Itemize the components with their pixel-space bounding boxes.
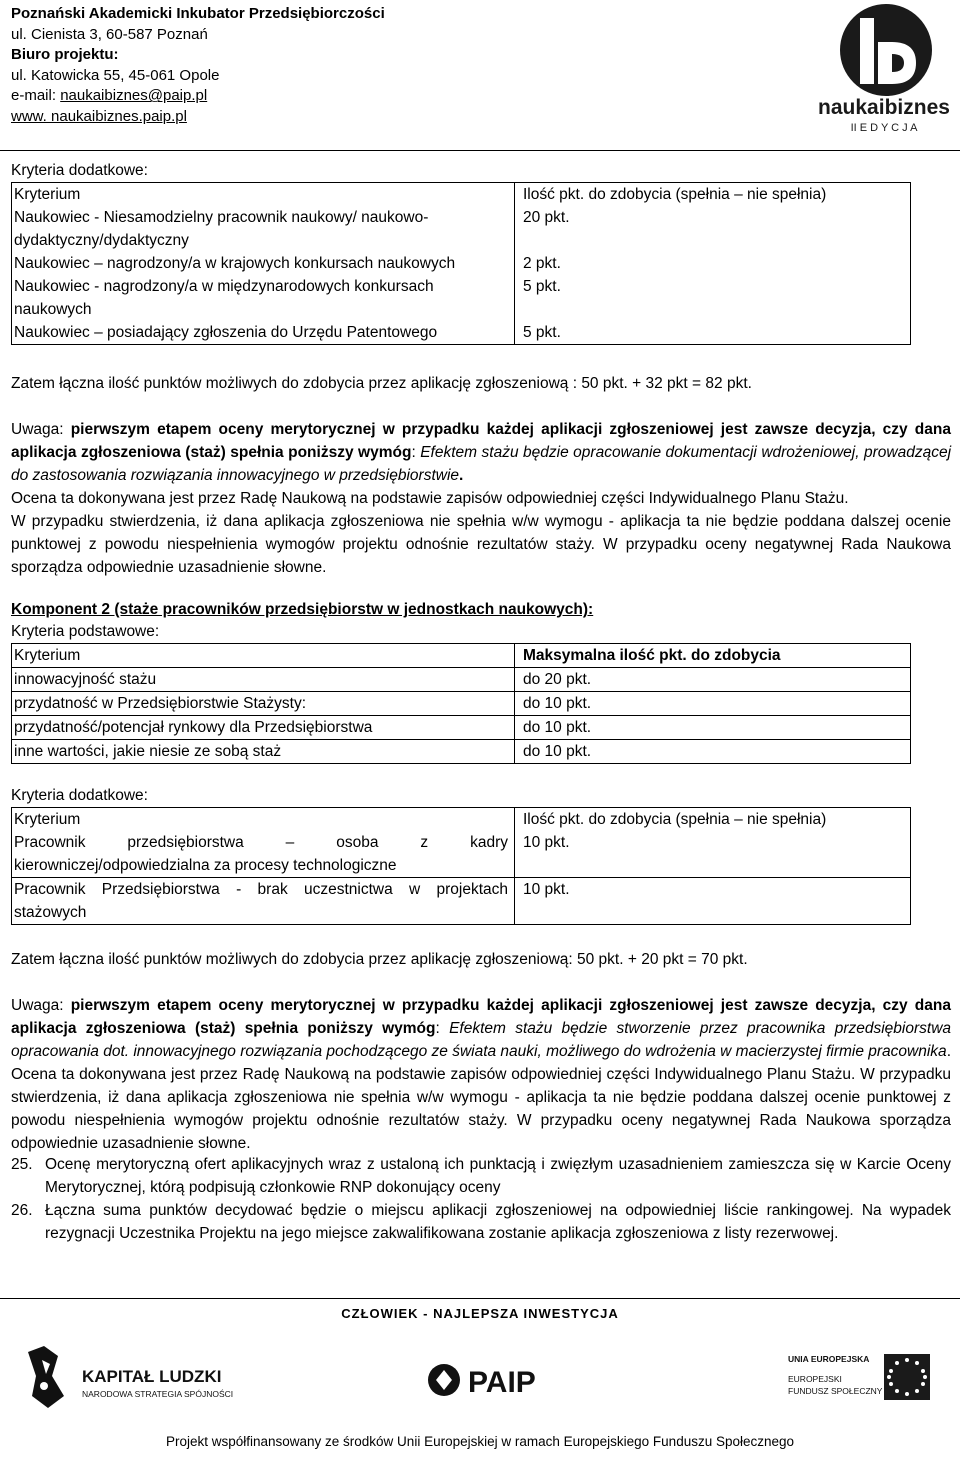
note-2: Uwaga: pierwszym etapem oceny merytorycznej w przypadku każdej aplikacji zgłoszeniowej jest zawsze decyzja, czy dana aplikacja zgłoszeniowa (staż) spełnia poniższy wymóg: Efektem stażu będzie stworzenie przez pracownika przedsiębiorstwa opracowania dot. innowacyjnego rozwiązania pochodzącego ze świata nauki, możliwego do wdrożenia w macierzystej firmie pracownika. Ocena ta dokonywana jest przez Radę Naukową na podstawie zapisów odpowiedniej części Indywidualnego Planu Stażu. W przypadku stwierdzenia, iż dana aplikacja zgłoszeniowa nie spełnia w/w wymogu - aplikacja ta nie będzie poddana dalszej ocenie punktowej z powodu niespełnienia wymogów projektu odnośnie rezultatów staży. W przypadku oceny negatywnej Rada Naukowa sporządza odpowiednie uzasadnienie słowne. xyxy=(11,997,952,1152)
section-1 xyxy=(11,160,951,345)
list-item: 25. Ocenę merytoryczną ofert aplikacyjnych wraz z ustaloną ich punktacją i zwięzłym uzasadnieniem zamieszcza się w Karcie Oceny Merytorycznej, którą podpisują członkowie RNP dokonujący oceny xyxy=(11,1156,951,1196)
table-cell: do 10 pkt. xyxy=(515,716,911,740)
footer-tagline: CZŁOWIEK - NAJLEPSZA INWESTYCJA xyxy=(341,1306,619,1321)
extra-criteria-label: Kryteria dodatkowe: xyxy=(11,787,148,804)
col-header-criterion: Kryterium xyxy=(12,808,515,832)
table-cell: Naukowiec - nagrodzony/a w międzynarodowych konkursach naukowych xyxy=(12,275,515,321)
table-cell: do 10 pkt. xyxy=(515,692,911,716)
list-item: 26. Łączna suma punktów decydować będzie o miejscu aplikacji zgłoszeniowej na odpowiedniej liście rankingowej. Na wypadek rezygnacji Uczestnika Projektu na jego miejsce zakwalifikowana zostanie aplikacja zgłoszeniowa z listy rezerwowej. xyxy=(11,1202,951,1242)
office-label: Biuro projektu: xyxy=(11,46,119,64)
table-cell: przydatność w Przedsiębiorstwie Stażysty: xyxy=(12,692,515,716)
col-header-points: Ilość pkt. do zdobycia (spełnia – nie spełnia) xyxy=(515,808,911,832)
col-header-points: Ilość pkt. do zdobycia (spełnia – nie spełnia) xyxy=(515,183,911,207)
header-divider xyxy=(0,150,960,151)
col-header-criterion: Kryterium xyxy=(12,644,515,668)
col-header-criterion: Kryterium xyxy=(12,183,515,207)
svg-text:PAIP: PAIP xyxy=(468,1366,536,1399)
address-1: ul. Cienista 3, 60-587 Poznań xyxy=(11,25,208,43)
table-cell: do 10 pkt. xyxy=(515,740,911,764)
table-cell: do 20 pkt. xyxy=(515,668,911,692)
component-2-extra xyxy=(11,785,951,925)
website-link[interactable]: www. naukaibiznes.paip.pl xyxy=(11,107,187,125)
svg-text:KAPITAŁ LUDZKI: KAPITAŁ LUDZKI xyxy=(82,1367,222,1386)
table-cell: przydatność/potencjał rynkowy dla Przedsiębiorstwa xyxy=(12,716,515,740)
component-2 xyxy=(11,599,951,764)
table-cell: Pracownik przedsiębiorstwa – osoba z kadry kierowniczej/odpowiedzialna za procesy technologiczne xyxy=(12,831,515,878)
note-1: Uwaga: pierwszym etapem oceny merytorycznej w przypadku każdej aplikacji zgłoszeniowej jest zawsze decyzja, czy dana aplikacja zgłoszeniowa (staż) spełnia poniższy wymóg: Efektem stażu będzie opracowanie dokumentacji wdrożeniowej, prowadzącej do zastosowania rozwiązania innowacyjnego w przedsiębiorstwie. Ocena ta dokonywana jest przez Radę Naukową na podstawie zapisów odpowiedniej części Indywidualnego Planu Stażu. W przypadku stwierdzenia, iż dana aplikacja zgłoszeniowa nie spełnia w/w wymogu - aplikacja ta nie będzie poddana dalszej ocenie punktowej z powodu niespełnienia wymogów projektu odnośnie rezultatów staży. W przypadku oceny negatywnej Rada Naukowa sporządza odpowiednie uzasadnienie słowne. xyxy=(11,421,952,576)
total-1: Zatem łączna ilość punktów możliwych do zdobycia przez aplikację zgłoszeniową : 50 pkt. + 32 pkt = 82 pkt. xyxy=(11,375,752,392)
table-cell: 10 pkt. xyxy=(515,831,911,878)
component-2-title: Komponent 2 (staże pracowników przedsiębiorstw w jednostkach naukowych): xyxy=(11,601,594,618)
svg-text:NARODOWA STRATEGIA SPÓJNOŚCI: NARODOWA STRATEGIA SPÓJNOŚCI xyxy=(82,1389,234,1399)
numbered-points xyxy=(11,1153,951,1245)
table-cell: Pracownik Przedsiębiorstwa - brak uczestnictwa w projektach stażowych xyxy=(12,878,515,925)
footer-cofinancing: Projekt współfinansowany ze środków Unii Europejskiej w ramach Europejskiego Funduszu Społecznego xyxy=(165,1434,795,1449)
paip-logo xyxy=(422,1358,572,1404)
basic-criteria-table xyxy=(11,643,911,764)
svg-text:FUNDUSZ SPOŁECZNY: FUNDUSZ SPOŁECZNY xyxy=(788,1386,883,1396)
kapital-ludzki-logo xyxy=(24,1346,234,1412)
table-cell: Naukowiec – posiadający zgłoszenia do Urzędu Patentowego xyxy=(12,321,515,345)
extra-criteria-table-1 xyxy=(11,182,911,345)
table-cell: 10 pkt. xyxy=(515,878,911,925)
extra-criteria-label: Kryteria dodatkowe: xyxy=(11,162,148,179)
eu-logo xyxy=(784,1348,934,1414)
address-2: ul. Katowicka 55, 45-061 Opole xyxy=(11,66,220,84)
svg-text:UNIA EUROPEJSKA: UNIA EUROPEJSKA xyxy=(788,1354,870,1364)
footer-divider xyxy=(0,1298,960,1299)
table-cell: Naukowiec - Niesamodzielny pracownik naukowy/ naukowo-dydaktyczny/dydaktyczny xyxy=(12,206,515,252)
org-name: Poznański Akademicki Inkubator Przedsiębiorczości xyxy=(11,5,385,22)
svg-text:II E D Y C J A: II E D Y C J A xyxy=(850,122,918,134)
table-cell: 5 pkt. xyxy=(515,275,911,321)
table-cell: Naukowiec – nagrodzony/a w krajowych konkursach naukowych xyxy=(12,252,515,275)
naukaibiznes-logo xyxy=(812,2,957,134)
table-cell: inne wartości, jakie niesie ze sobą staż xyxy=(12,740,515,764)
basic-criteria-label: Kryteria podstawowe: xyxy=(11,623,160,640)
header-address: Poznański Akademicki Inkubator Przedsiębiorczości ul. Cienista 3, 60-587 Poznań Biuro projektu: ul. Katowicka 55, 45-061 Opole e-mail: naukaibiznes@paip.pl www. naukaibiznes.paip.pl xyxy=(11,4,385,128)
total-2: Zatem łączna ilość punktów możliwych do zdobycia przez aplikację zgłoszeniową: 50 pkt. + 20 pkt = 70 pkt. xyxy=(11,951,748,968)
extra-criteria-table-2 xyxy=(11,807,911,925)
table-cell: 5 pkt. xyxy=(515,321,911,345)
table-cell: 20 pkt. xyxy=(515,206,911,252)
svg-text:naukaibiznes: naukaibiznes xyxy=(818,96,950,119)
col-header-max-points: Maksymalna ilość pkt. do zdobycia xyxy=(515,644,911,668)
svg-text:EUROPEJSKI: EUROPEJSKI xyxy=(788,1374,842,1384)
table-cell: innowacyjność stażu xyxy=(12,668,515,692)
email-link[interactable]: naukaibiznes@paip.pl xyxy=(60,87,208,105)
table-cell: 2 pkt. xyxy=(515,252,911,275)
